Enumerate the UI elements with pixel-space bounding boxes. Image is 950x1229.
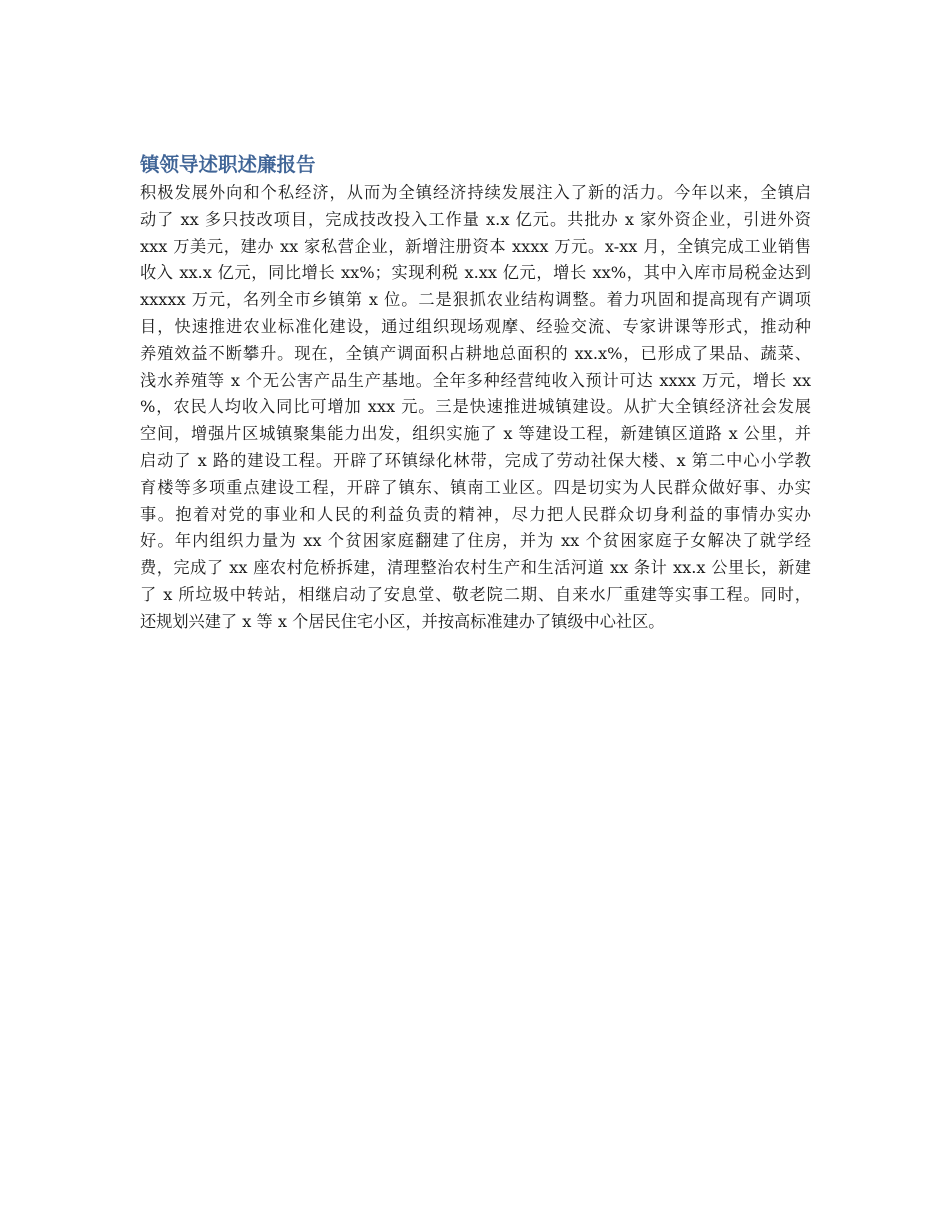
body-line: 目，快速推进农业标准化建设，通过组织现场观摩、经验交流、专家讲课等形式，推动种 xyxy=(140,316,811,336)
document-body xyxy=(140,180,811,636)
body-line: 启动了 x 路的建设工程。开辟了环镇绿化林带，完成了劳动社保大楼、x 第二中心小学教 xyxy=(140,450,811,470)
body-line: 养殖效益不断攀升。现在，全镇产调面积占耕地总面积的 xx.x%，已形成了果品、蔬菜、 xyxy=(140,343,811,363)
body-line: 浅水养殖等 x 个无公害产品生产基地。全年多种经营纯收入预计可达 xxxx 万元，增长 xx xyxy=(140,370,811,390)
body-line: 空间，增强片区城镇聚集能力出发，组织实施了 x 等建设工程，新建镇区道路 x 公里，并 xyxy=(140,424,811,444)
body-line: xxxxx 万元，名列全市乡镇第 x 位。二是狠抓农业结构调整。着力巩固和提高现有产调项 xyxy=(140,290,811,310)
body-line: 事。抱着对党的事业和人民的利益负责的精神，尽力把人民群众切身利益的事情办实办 xyxy=(140,504,811,524)
body-line: xxx 万美元，建办 xx 家私营企业，新增注册资本 xxxx 万元。x-xx 月，全镇完成工业销售 xyxy=(140,236,811,256)
body-line: 好。年内组织力量为 xx 个贫困家庭翻建了住房，并为 xx 个贫困家庭子女解决了就学经 xyxy=(140,531,811,551)
body-line-last: 还规划兴建了 x 等 x 个居民住宅小区，并按高标准建办了镇级中心社区。 xyxy=(140,611,665,631)
body-line: 育楼等多项重点建设工程，开辟了镇东、镇南工业区。四是切实为人民群众做好事、办实 xyxy=(140,477,811,497)
document-title: 镇领导述职述廉报告 xyxy=(140,153,316,176)
body-line: %，农民人均收入同比可增加 xxx 元。三是快速推进城镇建设。从扩大全镇经济社会发展 xyxy=(140,397,811,417)
body-line: 收入 xx.x 亿元，同比增长 xx%；实现利税 x.xx 亿元，增长 xx%，其中入库市局税金达到 xyxy=(140,263,811,283)
body-line: 动了 xx 多只技改项目，完成技改投入工作量 x.x 亿元。共批办 x 家外资企业，引进外资 xyxy=(140,209,811,229)
body-line: 了 x 所垃圾中转站，相继启动了安息堂、敬老院二期、自来水厂重建等实事工程。同时， xyxy=(140,584,811,604)
body-line: 积极发展外向和个私经济，从而为全镇经济持续发展注入了新的活力。今年以来，全镇启 xyxy=(140,183,811,202)
body-line: 费，完成了 xx 座农村危桥拆建，清理整治农村生产和生活河道 xx 条计 xx.x 公里长，新建 xyxy=(140,558,811,578)
